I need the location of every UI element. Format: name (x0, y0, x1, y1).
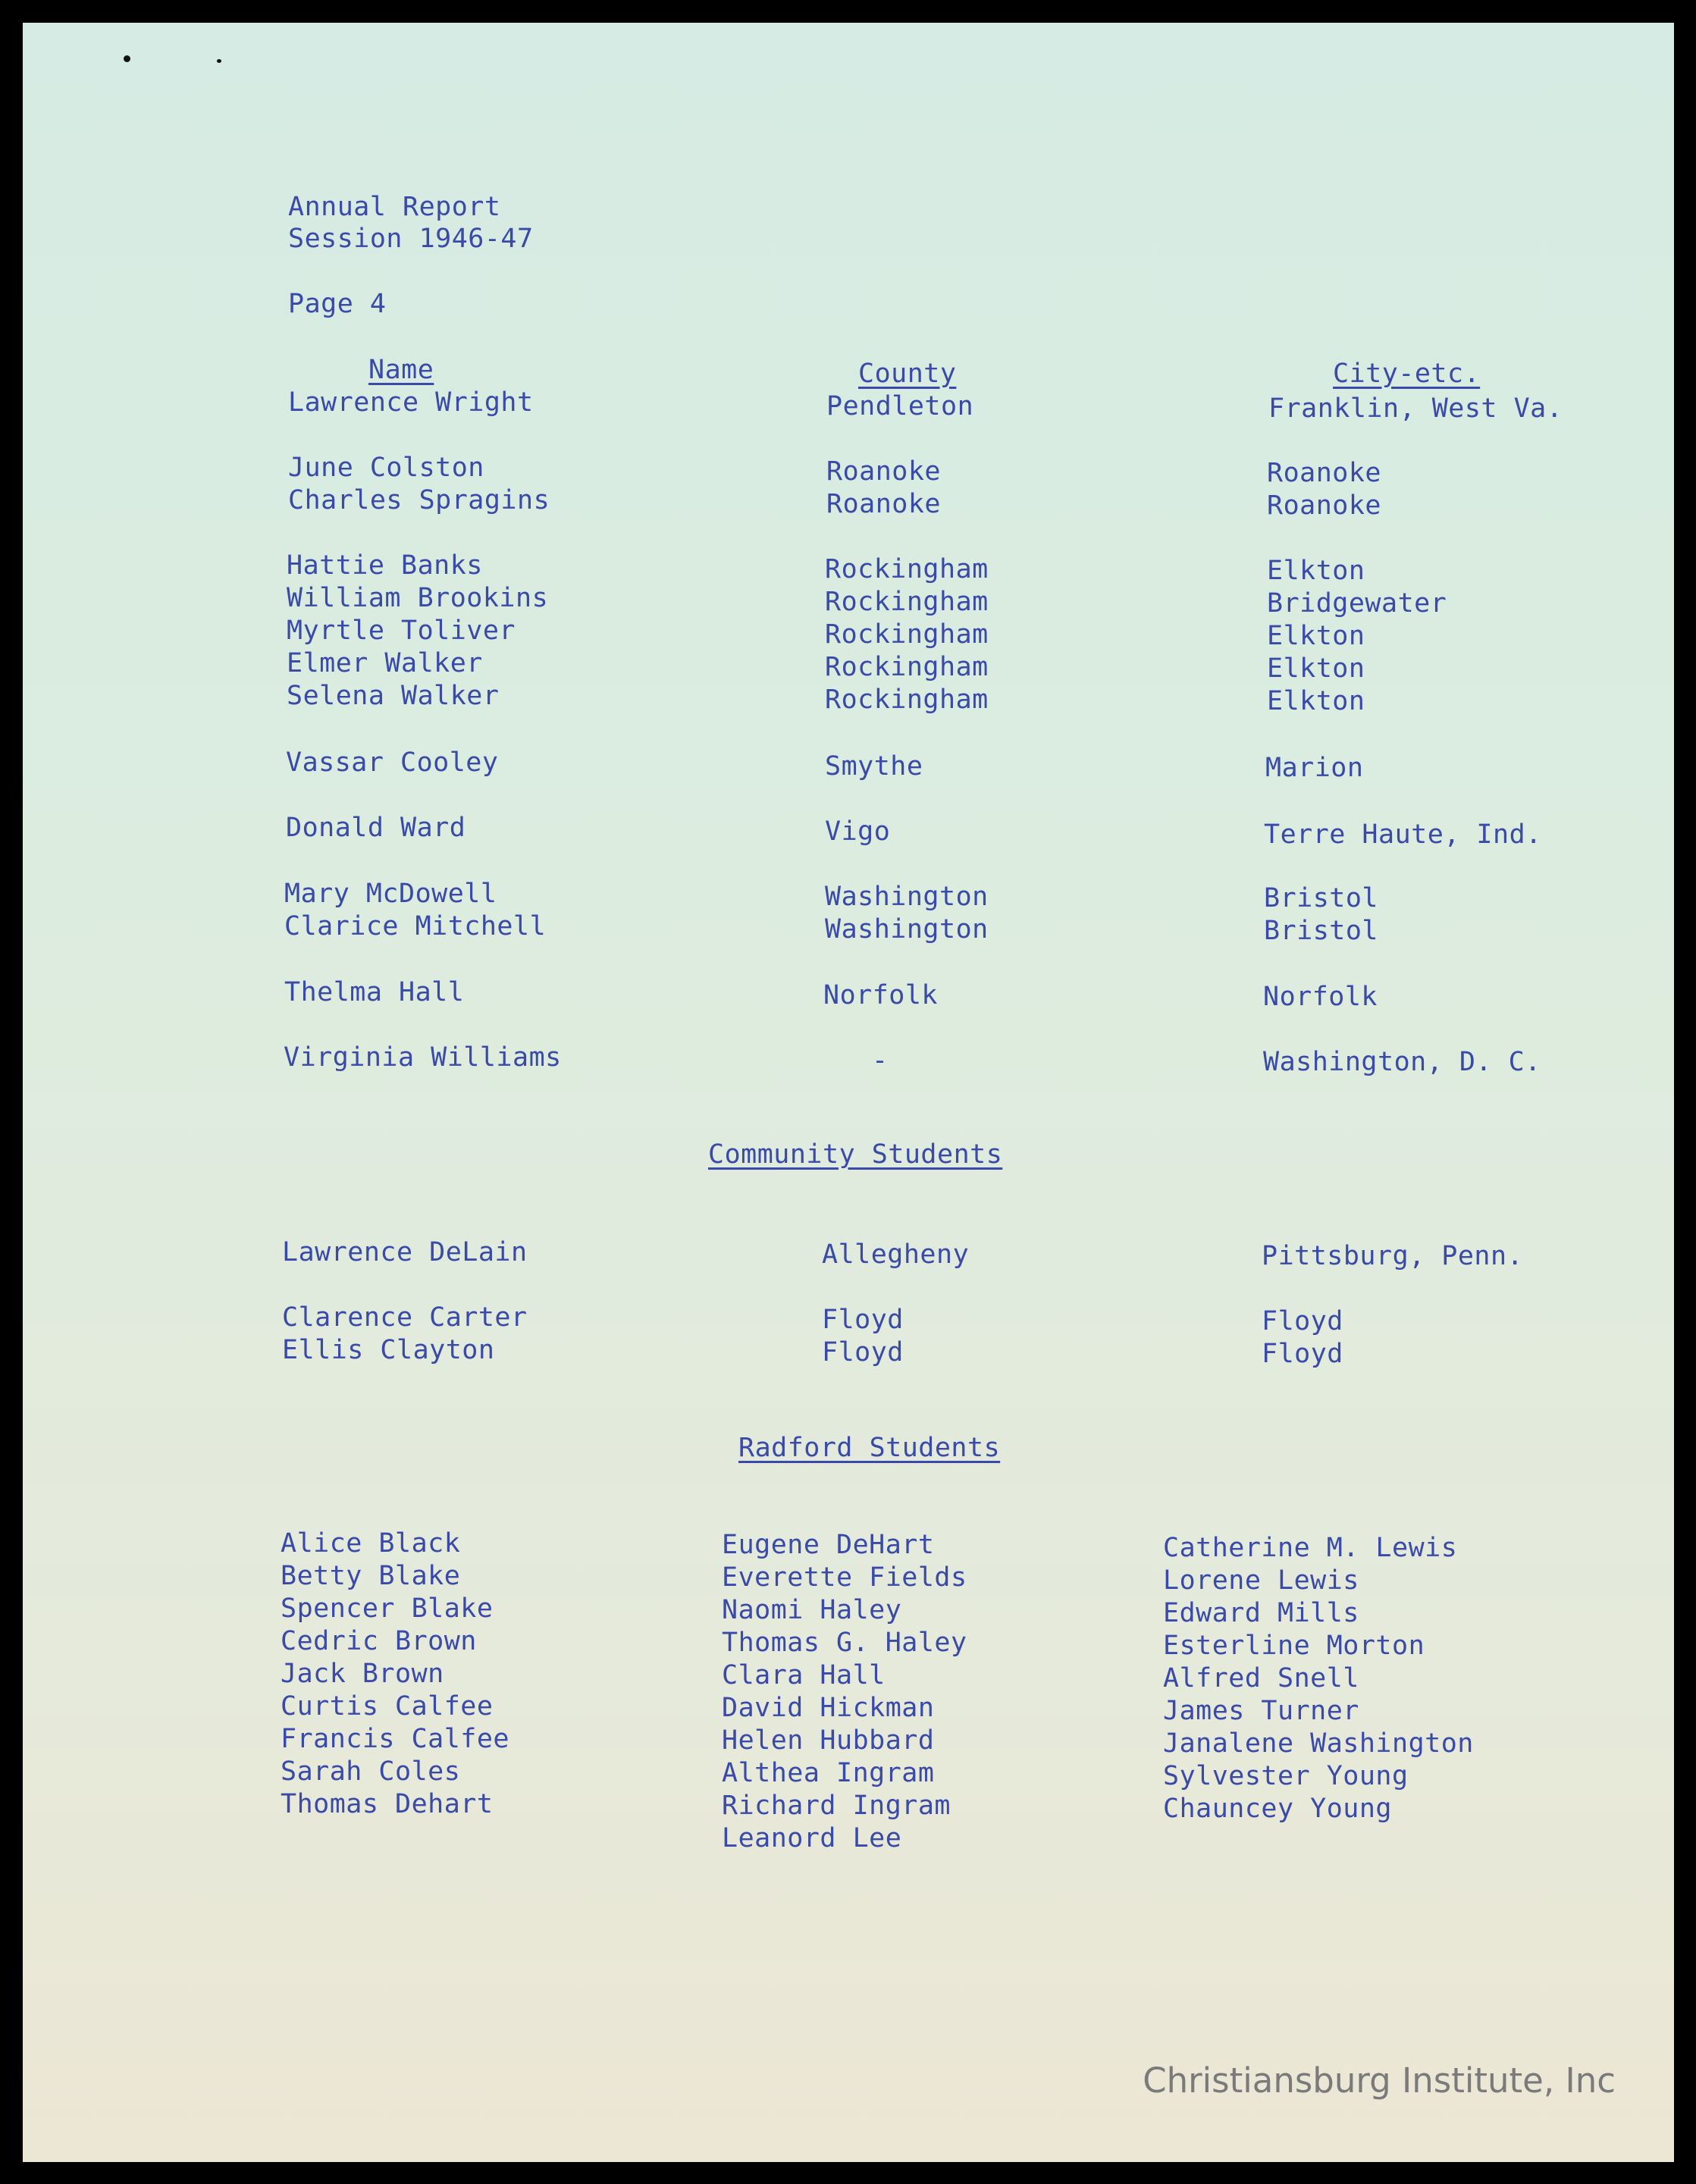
row-city: Roanoke (1267, 458, 1382, 488)
row-city: Elkton (1267, 653, 1365, 684)
radford-student: Thomas Dehart (281, 1789, 494, 1819)
row-city: Elkton (1267, 621, 1365, 651)
row-county: Rockingham (825, 619, 989, 650)
row-county: Vigo (825, 816, 891, 847)
row-county: Rockingham (825, 685, 989, 715)
community-row-name: Lawrence DeLain (282, 1237, 528, 1267)
radford-student: James Turner (1163, 1696, 1359, 1726)
row-county: Rockingham (825, 554, 989, 584)
punch-mark (124, 55, 130, 62)
radford-student: Helen Hubbard (722, 1725, 935, 1756)
radford-student: David Hickman (722, 1693, 935, 1723)
radford-column-1 (281, 1528, 509, 1821)
row-name: Lawrence Wright (288, 387, 534, 418)
radford-student: Edward Mills (1163, 1598, 1359, 1628)
row-city: Roanoke (1267, 490, 1382, 521)
page-number: Page 4 (288, 289, 387, 319)
radford-student: Alice Black (281, 1528, 461, 1559)
row-city: Elkton (1267, 556, 1365, 586)
row-city: Bristol (1264, 916, 1379, 946)
community-row-county: Floyd (822, 1305, 904, 1335)
community-row-city: Floyd (1262, 1339, 1343, 1369)
row-county: Rockingham (825, 587, 989, 617)
community-row-county: Floyd (822, 1337, 904, 1368)
row-city: Norfolk (1263, 982, 1378, 1012)
row-city: Marion (1265, 753, 1364, 783)
radford-student: Alfred Snell (1163, 1663, 1359, 1694)
radford-student: Thomas G. Haley (722, 1628, 967, 1658)
row-name: Myrtle Toliver (287, 616, 516, 646)
section-heading-radford: Radford Students (738, 1433, 1001, 1463)
column-header-name: Name (368, 355, 434, 385)
row-county: Rockingham (825, 652, 989, 682)
row-name: June Colston (288, 453, 484, 483)
radford-student: Everette Fields (722, 1562, 967, 1593)
row-city: Washington, D. C. (1263, 1047, 1541, 1077)
column-header-county: County (858, 359, 957, 389)
row-county: Roanoke (826, 489, 942, 519)
row-city: Franklin, West Va. (1268, 393, 1563, 424)
row-name: Donald Ward (286, 813, 466, 843)
row-county: Smythe (825, 751, 923, 782)
row-county: Roanoke (826, 456, 942, 487)
radford-student: Curtis Calfee (281, 1691, 494, 1722)
radford-student: Clara Hall (722, 1660, 886, 1690)
radford-student: Sylvester Young (1163, 1761, 1409, 1791)
section-heading-community: Community Students (708, 1139, 1003, 1170)
radford-student: Francis Calfee (281, 1724, 510, 1754)
radford-student: Eugene DeHart (722, 1530, 935, 1560)
radford-student: Chauncey Young (1163, 1794, 1393, 1824)
radford-student: Richard Ingram (722, 1791, 951, 1821)
row-name: Selena Walker (287, 681, 500, 711)
community-row-county: Allegheny (822, 1239, 970, 1270)
radford-student: Spencer Blake (281, 1593, 494, 1624)
radford-column-2 (722, 1529, 967, 1855)
row-name: Charles Spragins (288, 485, 550, 515)
community-row-city: Floyd (1262, 1306, 1343, 1336)
row-county: Norfolk (823, 980, 939, 1011)
radford-student: Catherine M. Lewis (1163, 1533, 1458, 1563)
radford-student: Janalene Washington (1163, 1728, 1474, 1759)
radford-student: Esterline Morton (1163, 1631, 1425, 1661)
row-city: Bridgewater (1267, 588, 1447, 619)
row-county: Washington (825, 914, 989, 945)
radford-column-3 (1163, 1532, 1474, 1825)
radford-student: Sarah Coles (281, 1756, 461, 1787)
radford-student: Jack Brown (281, 1659, 444, 1689)
column-header-city: City-etc. (1333, 359, 1481, 389)
row-city: Bristol (1264, 883, 1379, 913)
radford-student: Cedric Brown (281, 1626, 477, 1656)
row-county: Washington (825, 882, 989, 912)
watermark: Christiansburg Institute, Inc (1143, 2060, 1616, 2101)
punch-mark-small (217, 59, 221, 63)
radford-student: Betty Blake (281, 1561, 461, 1591)
row-name: Thelma Hall (284, 977, 465, 1007)
community-row-city: Pittsburg, Penn. (1262, 1241, 1524, 1271)
radford-student: Althea Ingram (722, 1758, 935, 1788)
radford-student: Leanord Lee (722, 1823, 902, 1853)
row-name: Virginia Williams (284, 1042, 562, 1073)
row-name: Mary McDowell (284, 879, 497, 909)
radford-student: Lorene Lewis (1163, 1565, 1359, 1596)
row-name: Clarice Mitchell (284, 911, 547, 942)
row-city: Elkton (1267, 686, 1365, 716)
row-name: Hattie Banks (287, 550, 483, 581)
radford-student: Naomi Haley (722, 1595, 902, 1625)
report-title: Annual Report (288, 192, 501, 222)
row-name: William Brookins (287, 583, 549, 613)
row-city: Terre Haute, Ind. (1264, 819, 1542, 850)
row-name: Vassar Cooley (286, 747, 499, 778)
session-label: Session 1946-47 (288, 224, 534, 254)
community-row-name: Ellis Clayton (282, 1335, 495, 1365)
row-county: - (872, 1045, 889, 1076)
community-row-name: Clarence Carter (282, 1302, 528, 1333)
row-name: Elmer Walker (287, 648, 483, 678)
row-county: Pendleton (826, 391, 974, 421)
